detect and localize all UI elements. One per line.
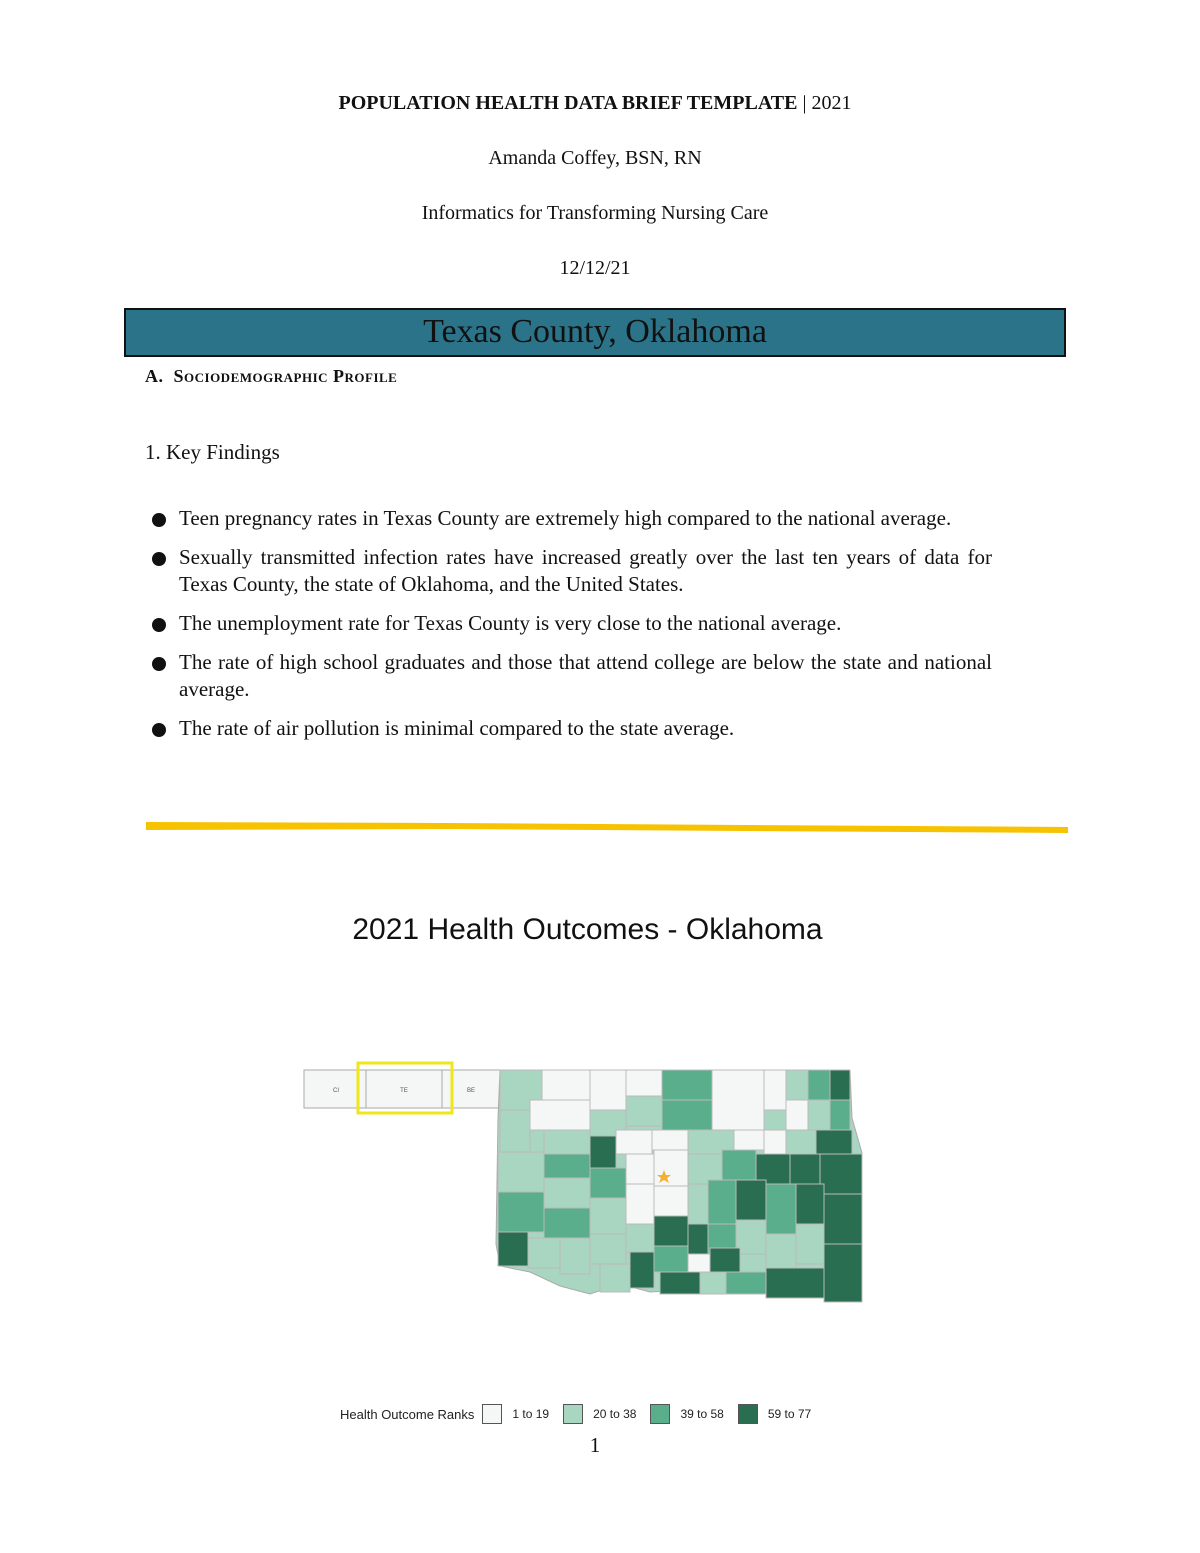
list-item: The unemployment rate for Texas County is very close to the national average. — [152, 610, 992, 637]
legend-swatch — [738, 1404, 758, 1424]
county-wo — [542, 1070, 590, 1100]
legend-bin-label: 20 to 38 — [593, 1407, 637, 1421]
county-ot2 — [830, 1070, 850, 1100]
course-line: Informatics for Transforming Nursing Care — [421, 202, 769, 224]
legend-bin-label: 39 to 58 — [680, 1407, 724, 1421]
map-legend — [340, 1401, 825, 1427]
legend-bin-label: 59 to 77 — [767, 1407, 812, 1421]
bullet-icon — [152, 552, 166, 566]
map-label: CI — [333, 1088, 339, 1094]
bullet-icon — [152, 657, 166, 671]
legend-bin-label: 1 to 19 — [512, 1407, 550, 1421]
key-findings-list — [152, 505, 992, 754]
list-item: Teen pregnancy rates in Texas County are extremely high compared to the national average. — [152, 505, 992, 532]
map-label: TE — [400, 1088, 408, 1094]
list-item: The rate of air pollution is minimal compared to the state average. — [152, 715, 992, 742]
list-item: Sexually transmitted infection rates have increased greatly over the last ten years of data for Texas County, the state of Oklahoma, and the United States. — [152, 544, 992, 598]
legend-label: Health Outcome Ranks — [340, 1406, 475, 1422]
county-nw — [786, 1070, 808, 1100]
map-title: 2021 Health Outcomes - Oklahoma — [352, 913, 823, 946]
author-line: Amanda Coffey, BSN, RN — [488, 147, 702, 169]
county-banner — [124, 308, 1066, 357]
legend-swatch — [482, 1404, 502, 1424]
bullet-icon — [152, 723, 166, 737]
section-title: Sociodemographic Profile — [173, 366, 398, 386]
section-heading: A. Sociodemographic Profile — [145, 366, 398, 386]
document-title: POPULATION HEALTH DATA BRIEF TEMPLATE | 2021 — [338, 92, 852, 114]
county-ok — [712, 1070, 764, 1130]
legend-swatch — [650, 1404, 670, 1424]
county-gn — [626, 1070, 662, 1096]
county-ot — [764, 1070, 786, 1110]
county-al — [590, 1070, 626, 1110]
bullet-icon — [152, 618, 166, 632]
map-label: BE — [466, 1088, 476, 1094]
county-cr — [808, 1070, 830, 1100]
county-ka — [662, 1070, 712, 1100]
page-number: 1 — [589, 1433, 601, 1457]
legend-swatch — [563, 1404, 583, 1424]
date-line: 12/12/21 — [559, 257, 631, 279]
oklahoma-health-outcomes-map — [300, 1058, 870, 1308]
bullet-icon — [152, 513, 166, 527]
key-findings-heading: 1. Key Findings — [145, 440, 280, 464]
highlight-divider — [146, 820, 1068, 834]
county-banner-title: Texas County, Oklahoma — [423, 313, 767, 350]
list-item: The rate of high school graduates and those that attend college are below the state and national average. — [152, 649, 992, 703]
